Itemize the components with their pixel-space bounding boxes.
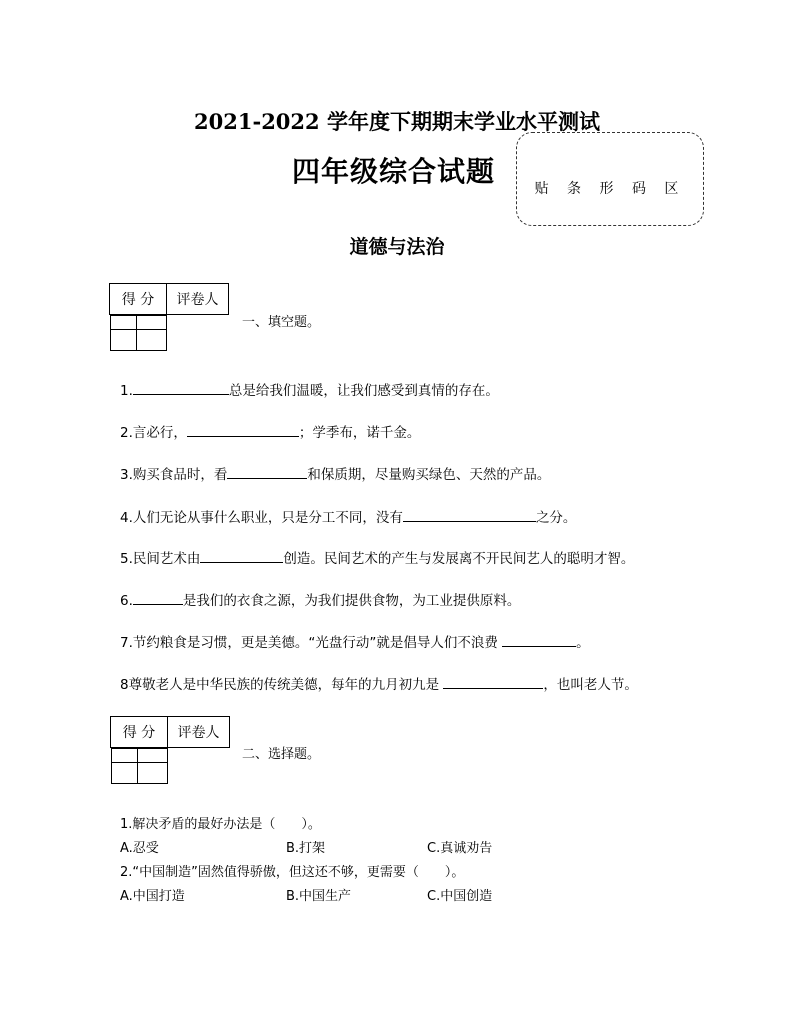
question-number: 4.	[120, 510, 133, 526]
question-text-after: 总是给我们温暖，让我们感受到真情的存在。	[228, 383, 499, 399]
answer-blank[interactable]	[403, 508, 536, 523]
question-number: 1.	[120, 383, 133, 399]
score-label: 得 分	[110, 284, 167, 315]
answer-blank[interactable]	[187, 423, 299, 438]
grader-cell[interactable]	[137, 316, 166, 351]
fill-question	[120, 421, 420, 441]
question-text-before: 尊敬老人是中华民族的传统美德，每年的九月初九是	[128, 677, 444, 693]
paper-title: 四年级综合试题	[292, 155, 496, 188]
question-text-before: 民间艺术由	[132, 551, 201, 567]
barcode-area	[516, 132, 704, 226]
question-text-before: 人们无论从事什么职业，只是分工不同，没有	[132, 510, 403, 526]
choice-option[interactable]: B.打架	[286, 841, 326, 856]
score-table	[109, 283, 229, 334]
grader-label: 评卷人	[167, 284, 229, 315]
question-text-before: 购买食品时，看	[132, 467, 228, 483]
barcode-label: 贴 条 形 码 区	[534, 181, 686, 197]
fill-question	[120, 673, 638, 693]
fill-question	[120, 631, 590, 651]
answer-blank[interactable]	[200, 549, 283, 564]
fill-question	[120, 506, 576, 526]
question-number: 5.	[120, 551, 133, 567]
score-cell[interactable]	[111, 749, 138, 784]
section-heading: 一、填空题。	[242, 315, 321, 330]
question-text-after: 创造。民间艺术的产生与发展离不开民间艺人的聪明才智。	[283, 551, 635, 567]
question-number: 7.	[120, 635, 133, 651]
fill-question	[120, 379, 499, 399]
choice-option[interactable]: A.中国打造	[120, 889, 185, 904]
section-heading: 二、选择题。	[242, 747, 321, 762]
question-number: 6.	[120, 593, 133, 609]
answer-blank[interactable]	[133, 381, 229, 396]
answer-blank[interactable]	[227, 465, 307, 480]
question-text-after: 和保质期，尽量购买绿色、天然的产品。	[307, 467, 551, 483]
grader-label: 评卷人	[168, 717, 230, 748]
subject-title: 道德与法治	[349, 236, 445, 258]
choice-option[interactable]: A.忍受	[120, 841, 159, 856]
fill-question	[120, 589, 520, 609]
answer-blank[interactable]	[133, 591, 183, 606]
question-text-before: 言必行，	[132, 425, 187, 441]
question-text-after: 是我们的衣食之源，为我们提供食物，为工业提供原料。	[182, 593, 521, 609]
score-label: 得 分	[111, 717, 168, 748]
question-text-after: ，也叫老人节。	[543, 677, 638, 693]
question-number: 3.	[120, 467, 133, 483]
question-text-after: 。	[576, 635, 590, 651]
grader-cell[interactable]	[138, 749, 167, 784]
choice-option[interactable]: C.真诚劝告	[427, 841, 493, 856]
answer-blank[interactable]	[443, 675, 543, 690]
question-number: 2.	[120, 425, 133, 441]
question-number: 8	[120, 677, 129, 693]
exam-title: 2021-2022 学年度下期期末学业水平测试	[194, 109, 600, 134]
question-text-after: 之分。	[535, 510, 577, 526]
fill-question	[120, 547, 634, 567]
choice-option[interactable]: B.中国生产	[286, 889, 352, 904]
question-text-after: ；学季布，诺千金。	[298, 425, 421, 441]
choice-option[interactable]: C.中国创造	[427, 889, 493, 904]
question-text-before: 节约粮食是习惯，更是美德。“光盘行动”就是倡导人们不浪费	[132, 635, 503, 651]
score-cell[interactable]	[110, 316, 137, 351]
score-table	[110, 716, 230, 767]
choice-question-stem: 1.解决矛盾的最好办法是（ ）。	[120, 817, 321, 832]
choice-question-stem: 2.“中国制造”固然值得骄傲，但这还不够，更需要（ ）。	[120, 865, 465, 880]
fill-question	[120, 463, 550, 483]
answer-blank[interactable]	[502, 633, 576, 648]
